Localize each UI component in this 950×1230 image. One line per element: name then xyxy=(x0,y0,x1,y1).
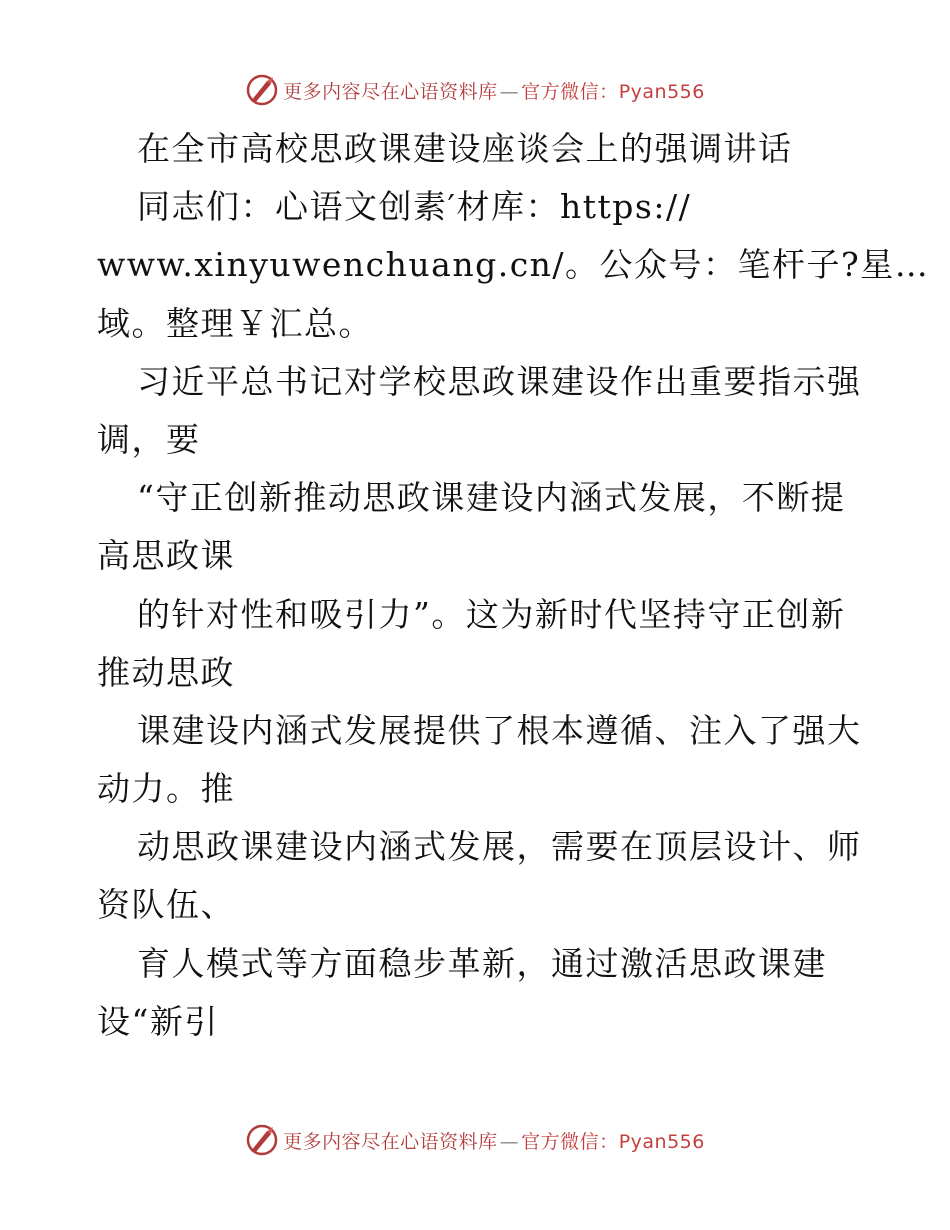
body-line-15: 设“新引 xyxy=(97,1001,219,1041)
body-line-12: 动思政课建设内涵式发展，需要在顶层设计、师 xyxy=(137,827,862,867)
body-line-1: 同志们：心语文创素′材库：https:// xyxy=(137,187,692,227)
body-line-14: 育人模式等方面稳步革新，通过激活思政课建 xyxy=(137,943,827,983)
body-line-13: 资队伍、 xyxy=(97,885,235,925)
quill-pen-seal-icon xyxy=(245,1123,279,1157)
banner-account: Pyan556 xyxy=(618,1130,705,1153)
body-line-10: 课建设内涵式发展提供了根本遵循、注入了强大 xyxy=(137,710,862,750)
body-line-9: 推动思政 xyxy=(97,652,235,692)
document-body xyxy=(97,120,930,1051)
body-line-7: 高思政课 xyxy=(97,536,235,576)
quill-pen-seal-icon xyxy=(245,73,279,107)
body-line-5: 调，要 xyxy=(97,419,201,459)
banner-wechat-label: 官方微信： xyxy=(521,1130,619,1153)
banner-account: Pyan556 xyxy=(618,80,705,103)
banner-wechat-label: 官方微信： xyxy=(521,80,619,103)
body-line-6: “守正创新推动思政课建设内涵式发展，不断提 xyxy=(137,478,846,518)
banner-separator: — xyxy=(499,80,520,103)
banner-text xyxy=(283,77,705,104)
banner-text xyxy=(283,1127,705,1154)
header-banner xyxy=(0,70,950,110)
banner-brand: 更多内容尽在心语资料库 xyxy=(283,80,498,103)
body-line-11: 动力。推 xyxy=(97,769,235,809)
body-line-3: 域。整理￥汇总。 xyxy=(97,303,373,343)
body-line-8: 的针对性和吸引力”。这为新时代坚持守正创新 xyxy=(137,594,846,634)
document-title: 在全市高校思政课建设座谈会上的强调讲话 xyxy=(137,129,793,168)
banner-separator: — xyxy=(499,1130,520,1153)
body-line-2: www.xinyuwenchuang.cn/。公众号：笔杆子?星… xyxy=(97,245,930,285)
body-line-4: 习近平总书记对学校思政课建设作出重要指示强 xyxy=(137,361,862,401)
banner-brand: 更多内容尽在心语资料库 xyxy=(283,1130,498,1153)
footer-banner xyxy=(0,1120,950,1160)
